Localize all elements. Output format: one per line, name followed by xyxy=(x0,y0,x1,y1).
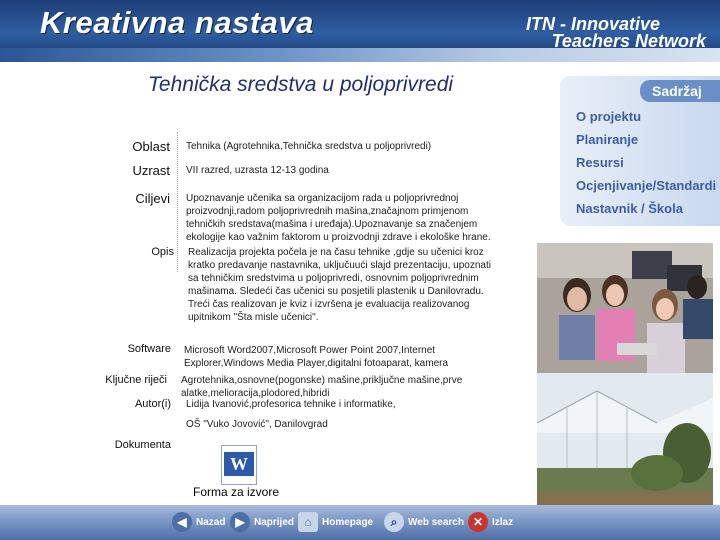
value-uzrast: VII razred, uzrasta 12-13 godina xyxy=(186,165,329,176)
sidebar-item-nastavnik-skola[interactable]: Nastavnik / Škola xyxy=(576,201,683,216)
kljucne-line: Agrotehnika,osnovne(pogonske) mašine,priključne mašine,prve xyxy=(181,375,463,386)
label-dokumenta: Dokumenta xyxy=(114,439,171,451)
value-software xyxy=(184,344,448,370)
nav-homepage-button[interactable] xyxy=(298,510,373,534)
field-divider xyxy=(177,132,178,272)
ciljevi-line: ekologije kao važnim faktorom u proizvodnji zdrave i ekološke hrane. xyxy=(186,232,491,243)
nav-izlaz-label: Izlaz xyxy=(492,516,514,528)
value-autori-line1: Lidija Ivanović,profesorica tehnike i informatike, xyxy=(186,399,396,410)
value-oblast: Tehnika (Agrotehnika,Tehnička sredstva u poljoprivredi) xyxy=(186,141,432,152)
close-icon: ✕ xyxy=(468,512,488,532)
opis-line: mašinama. Sledeći čas učenici su posjetili plastenik u Danilovradu. xyxy=(188,286,484,297)
document-link-forma-za-izvore[interactable]: Forma za izvore xyxy=(193,485,280,499)
nav-nazad-button[interactable] xyxy=(172,510,225,534)
value-opis xyxy=(188,246,491,324)
ciljevi-line: Upoznavanje učenika sa organizacijom rada u poljoprivrednoj xyxy=(186,193,459,204)
sidebar-menu xyxy=(576,105,716,220)
value-kljucne-rijeci xyxy=(181,374,462,400)
label-opis: Opis xyxy=(151,246,174,258)
opis-line: sa tehničkim sredstvima u poljoprivredi, osnovnim poljoprivrednim xyxy=(188,273,479,284)
opis-line: kratko predavanje nastavnika, uključuući slajd prezentaciju, upoznati xyxy=(188,260,491,271)
classroom-photo xyxy=(537,243,713,373)
opis-line: Realizacija projekta počela je na času tehnike ,gdje su učenici kroz xyxy=(188,247,484,258)
sidebar-item-ocjenjivanje[interactable]: Ocjenjivanje/Standardi xyxy=(576,178,717,193)
label-ciljevi: Ciljevi xyxy=(135,191,170,206)
software-line: Explorer,Windows Media Player,digitalni fotoaparat, kamera xyxy=(184,358,449,369)
software-line: Microsoft Word2007,Microsoft Power Point 2007,Internet xyxy=(184,345,436,356)
opis-line: upitnikom "Šta misle učenici". xyxy=(188,312,319,323)
greenhouse-photo xyxy=(537,373,713,510)
kljucne-line: alatke,melioracija,plodored,hibridi xyxy=(181,388,330,399)
arrow-right-icon: ▶ xyxy=(230,512,250,532)
opis-line: Treći čas realizovan je kviz i izvršena je evaluacija realizovanog xyxy=(188,299,470,310)
nav-izlaz-button[interactable] xyxy=(468,510,513,534)
ciljevi-line: tehničkih sredstava(mašina i uređaja).Upoznavanje sa značenjem xyxy=(186,219,478,230)
label-kljucne-rijeci: Ključne riječi xyxy=(105,374,167,386)
itn-logo-line2: Teachers Network xyxy=(551,31,706,51)
search-icon: ⌕ xyxy=(384,512,404,532)
arrow-left-icon: ◀ xyxy=(172,512,192,532)
brand-title: Kreativna nastava xyxy=(40,5,314,40)
nav-websearch-label: Web search xyxy=(408,516,464,528)
value-ciljevi xyxy=(186,192,491,244)
home-icon: ⌂ xyxy=(298,512,318,532)
sidebar-tab-sadrzaj[interactable]: Sadržaj xyxy=(640,80,720,102)
nav-homepage-label: Homepage xyxy=(322,516,374,528)
sidebar-item-resursi[interactable]: Resursi xyxy=(576,155,624,170)
sidebar-item-o-projektu[interactable]: O projektu xyxy=(576,109,642,124)
nav-nazad-label: Nazad xyxy=(196,516,226,528)
ciljevi-line: proizvodnji,radom poljoprivrednih mašina,značajnom primjenom xyxy=(186,206,469,217)
sidebar-item-planiranje[interactable]: Planiranje xyxy=(576,132,639,147)
label-oblast: Oblast xyxy=(132,139,170,154)
word-document-icon[interactable]: W xyxy=(221,445,257,485)
label-software: Software xyxy=(127,343,171,355)
label-autori: Autor(i) xyxy=(134,398,171,410)
nav-websearch-button[interactable] xyxy=(384,510,464,534)
page-title: Tehnička sredstva u poljoprivredi xyxy=(148,73,454,96)
itn-logo-line1: ITN - Innovative xyxy=(525,14,660,34)
nav-naprijed-button[interactable] xyxy=(230,510,294,534)
nav-naprijed-label: Naprijed xyxy=(254,516,295,528)
value-autori-line2: OŠ "Vuko Jovović", Danilovgrad xyxy=(186,419,328,430)
label-uzrast: Uzrast xyxy=(132,163,170,178)
